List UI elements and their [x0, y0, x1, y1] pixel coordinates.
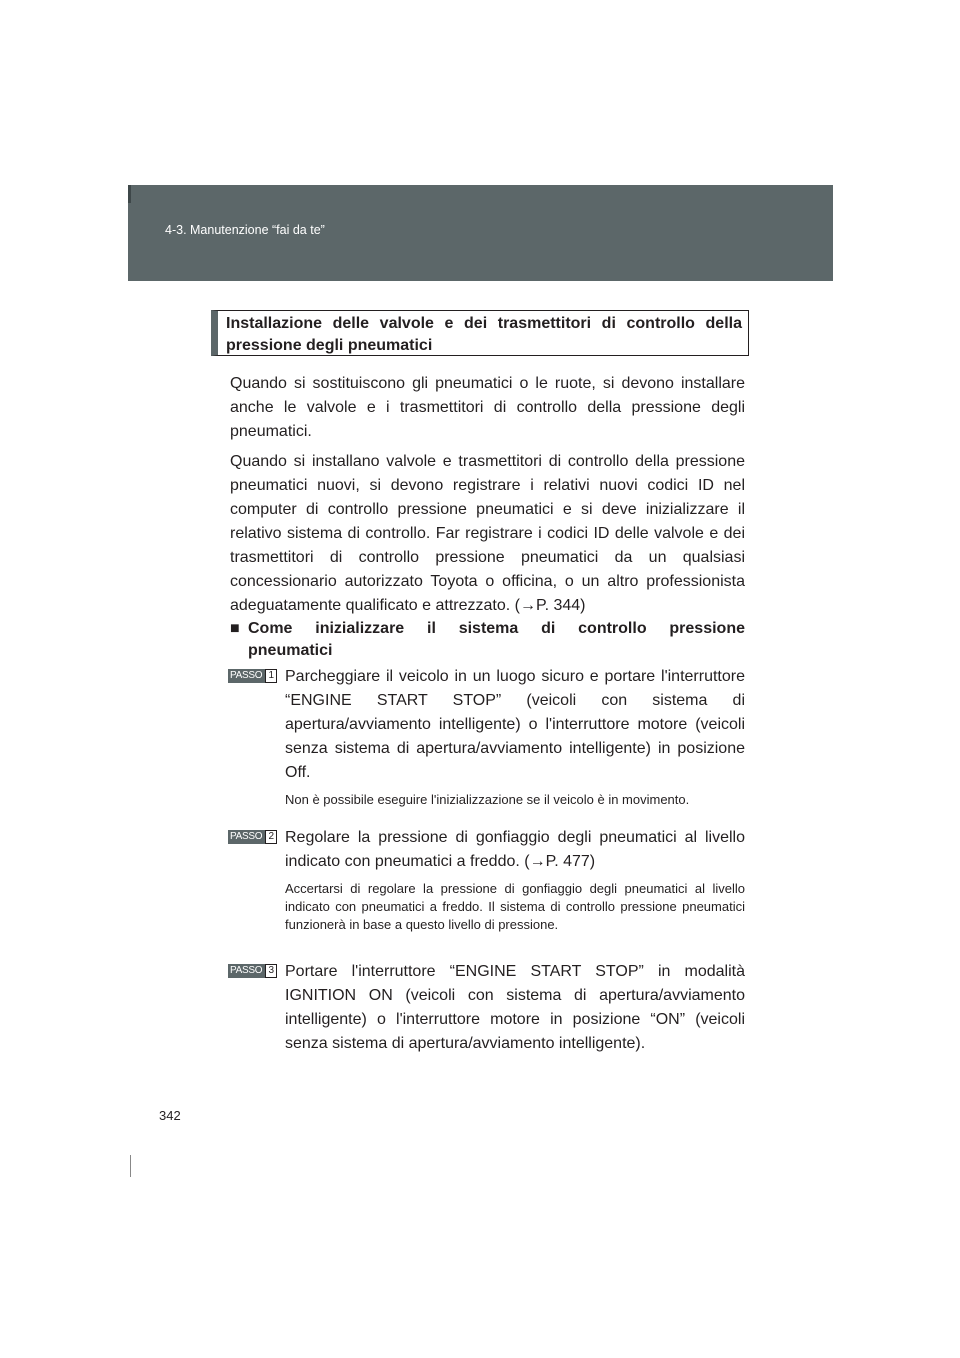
- step-badge-word: PASSO: [228, 964, 265, 978]
- subheading-line-2: pneumatici: [248, 642, 333, 659]
- section-title: Installazione delle valvole e dei trasmettitori di controllo della pressione degli pneumatici: [211, 310, 749, 356]
- step-badge-number: 1: [265, 669, 277, 683]
- step-note: Accertarsi di regolare la pressione di gonfiaggio degli pneumatici al livello indicato con pneumatici a freddo. Il sistema di controllo pressione pneumatici funzionerà in base a questo livello di pressione.: [285, 881, 745, 932]
- chapter-header-bar: [128, 185, 833, 281]
- step-text: Portare l'interruttore “ENGINE START STOP” in modalità IGNITION ON (veicoli con sistema di apertura/avviamento intelligente) o l'interruttore motore in posizione “ON” (veicoli senza sistema di apertura/avviamento intelligente).: [285, 963, 745, 1052]
- step-badge-number: 3: [265, 964, 277, 978]
- page-number: 342: [159, 1108, 181, 1123]
- margin-mark: [130, 1155, 131, 1177]
- subheading: [230, 618, 745, 662]
- step-badge-word: PASSO: [228, 830, 265, 844]
- subheading-line-1: Come inizializzare il sistema di controllo pressione: [248, 620, 745, 637]
- step-badge-word: PASSO: [228, 669, 265, 683]
- chapter-section-label: 4-3. Manutenzione “fai da te”: [165, 223, 325, 237]
- square-bullet-icon: ■: [230, 620, 240, 637]
- step-2: [228, 826, 745, 934]
- step-1: [228, 665, 745, 809]
- step-note: Non è possibile eseguire l'inizializzazione se il veicolo è in movimento.: [285, 792, 690, 807]
- paragraph-intro: Quando si sostituiscono gli pneumatici o le ruote, si devono installare anche le valvole e i trasmettitori di controllo della pressione degli pneumatici.: [230, 375, 745, 440]
- step-text: Parcheggiare il veicolo in un luogo sicuro e portare l'interruttore “ENGINE START STOP” (veicoli con sistema di apertura/avviamento intelligente) o l'interruttore motore (veicoli senza sistema di apertura/avviamento intelligente) in posizione Off.: [285, 668, 745, 781]
- step-3: [228, 960, 745, 1056]
- step-badge: [228, 669, 277, 683]
- step-text: Regolare la pressione di gonfiaggio degli pneumatici al livello indicato con pneumatici a freddo. (→P. 477): [285, 829, 745, 870]
- step-badge: [228, 830, 277, 844]
- header-edge-mark: [128, 185, 131, 203]
- step-badge-number: 2: [265, 830, 277, 844]
- step-badge: [228, 964, 277, 978]
- paragraph-registration: Quando si installano valvole e trasmettitori di controllo della pressione pneumatici nuovi, si devono registrare i relativi nuovi codici ID nel computer di controllo pressione pneumatici e si deve inizializzare il relativo sistema di controllo. Far registrare i codici ID delle valvole e dei trasmettitori di controllo pressione pneumatici da un qualsiasi concessionario autorizzato Toyota o officina, o un altro professionista adeguatamente qualificato e attrezzato. (→P. 344): [230, 453, 745, 614]
